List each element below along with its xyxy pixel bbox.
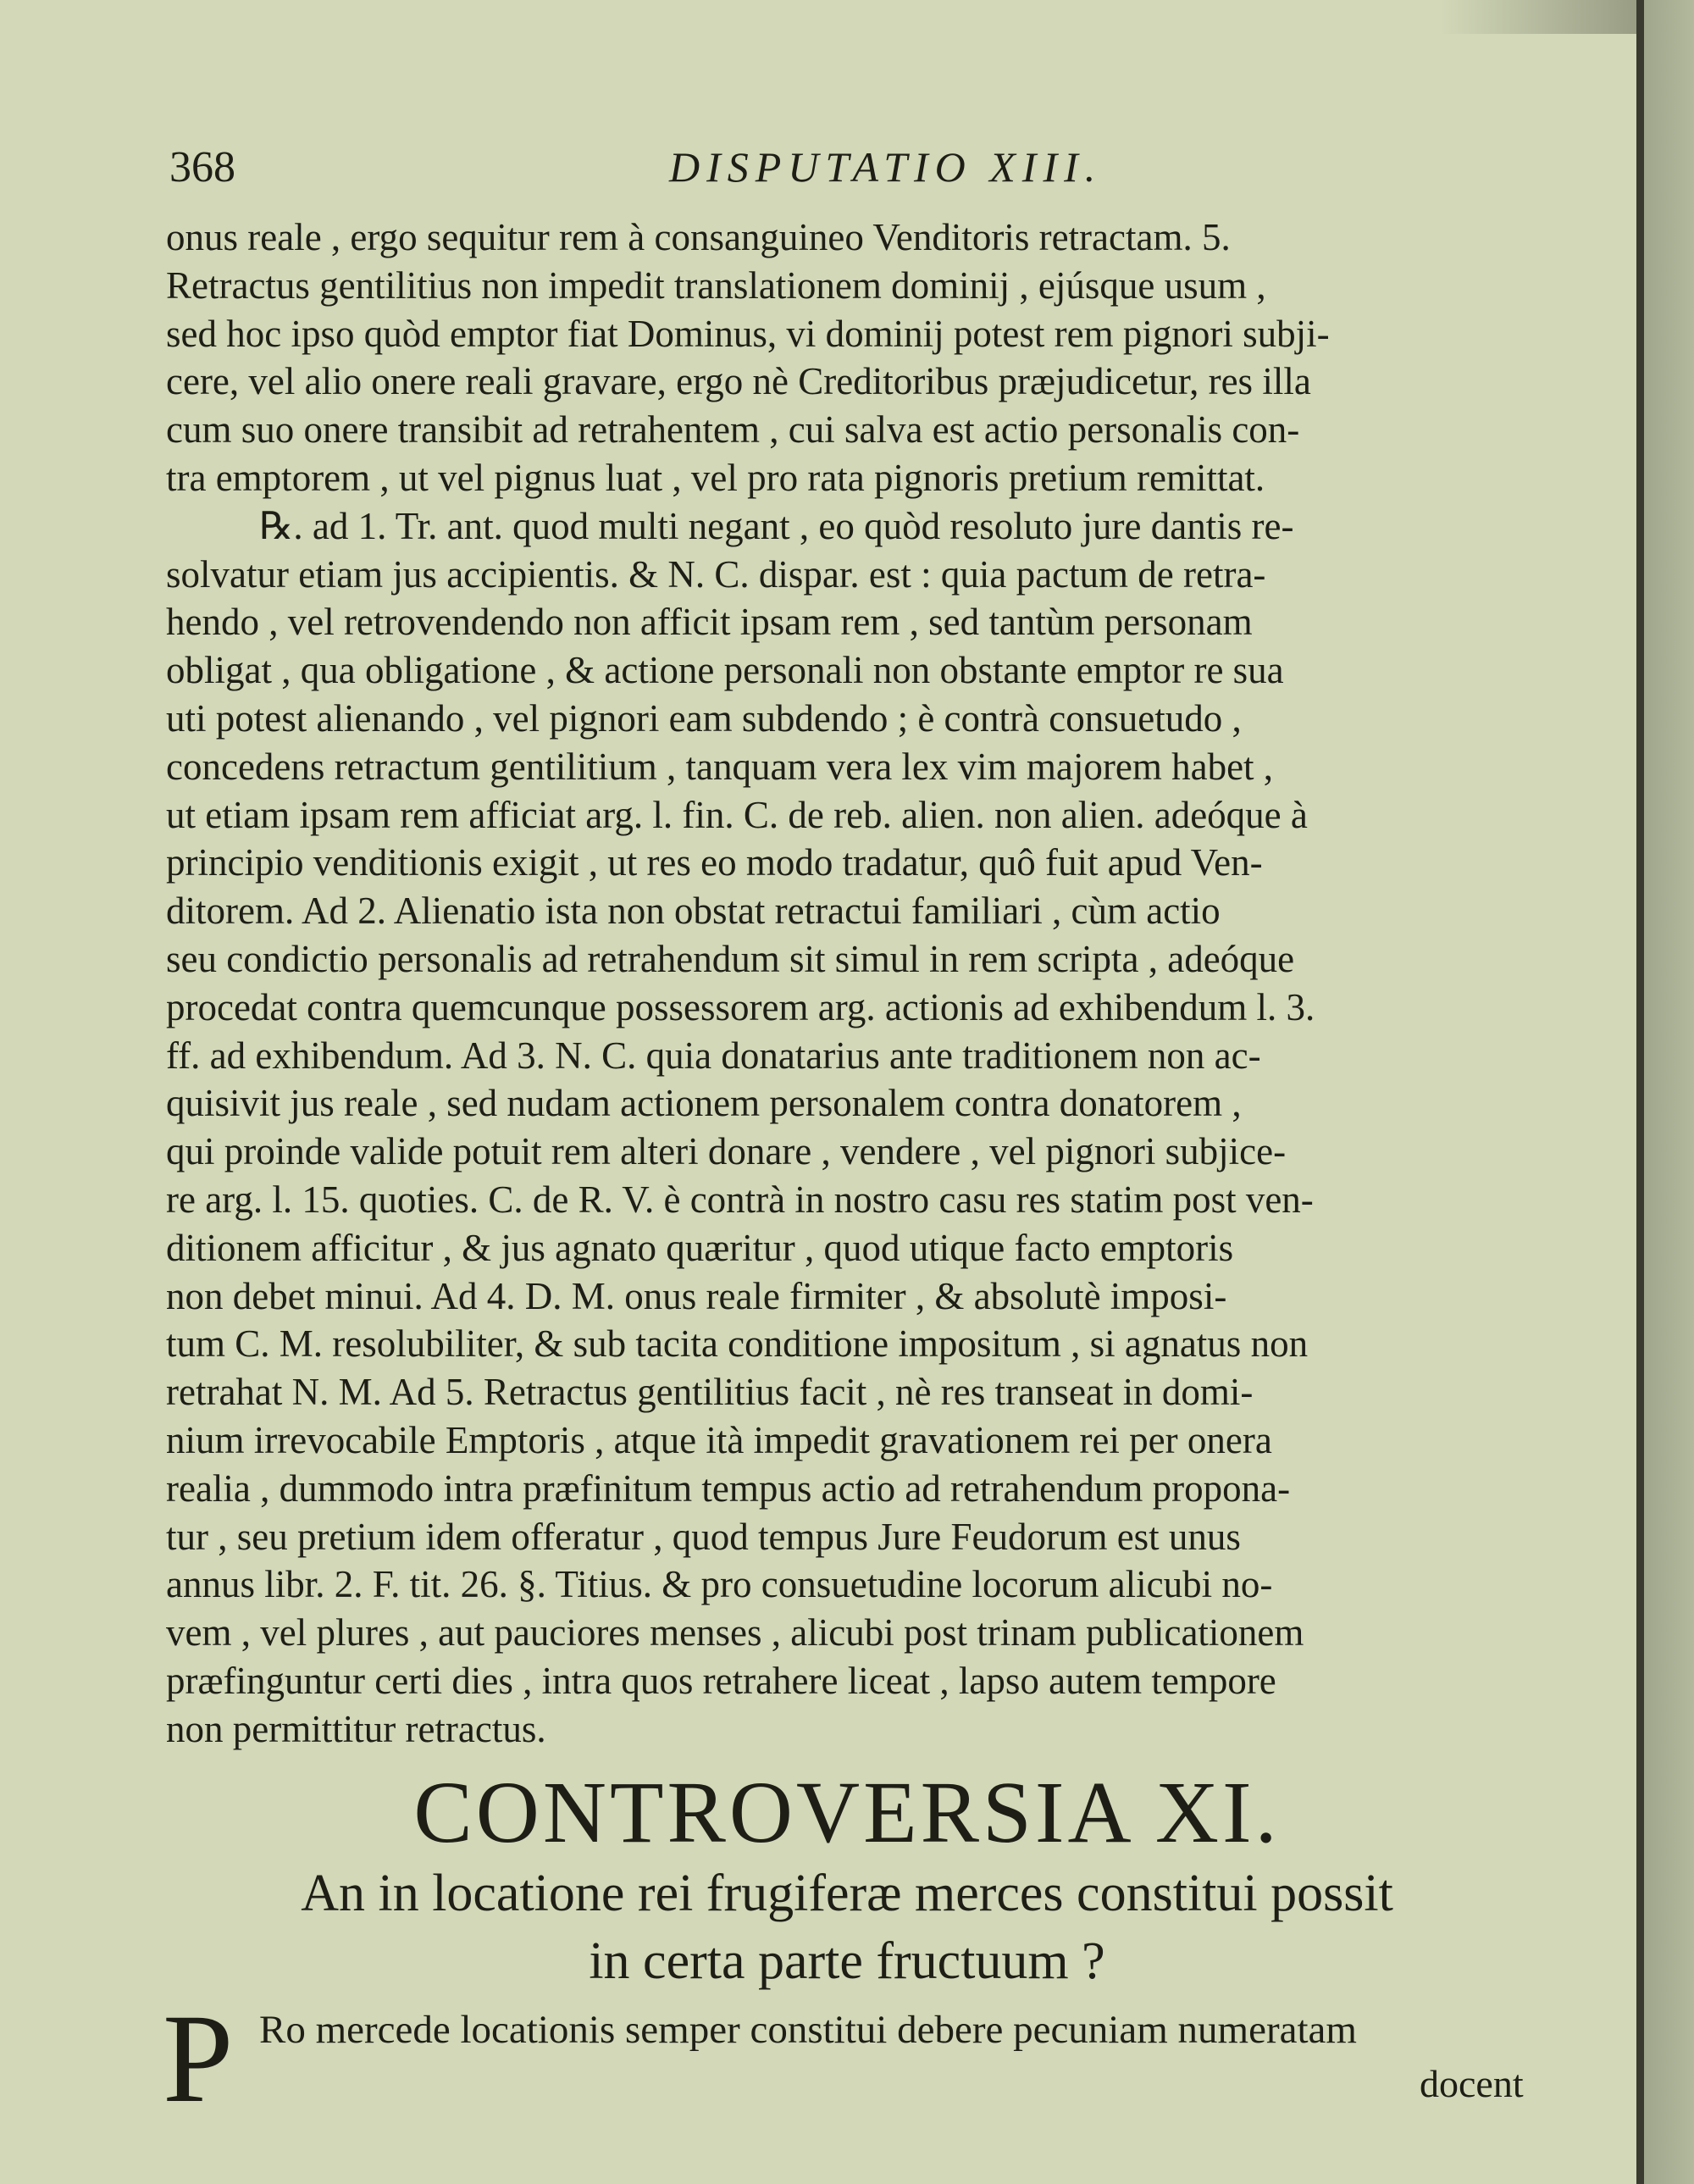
text-line: ℞. ad 1. Tr. ant. quod multi negant , eo quòd resoluto jure dantis re- — [259, 504, 1294, 547]
text-line: solvatur etiam jus accipientis. & N. C. dispar. est : quia pactum de retra- — [166, 552, 1266, 596]
text-line: obligat , qua obligatione , & actione personali non obstante emptor re sua — [166, 649, 1284, 692]
text-line: tur , seu pretium idem offeratur , quod tempus Jure Feudorum est unus — [166, 1515, 1241, 1558]
text-line: cere, vel alio onere reali gravare, ergo nè Creditoribus præjudicetur, res illa — [166, 360, 1311, 403]
text-line: non permittitur retractus. — [166, 1707, 546, 1750]
text-line: quisivit jus reale , sed nudam actionem personalem contra donatorem , — [166, 1082, 1242, 1125]
text-line: procedat contra quemcunque possessorem arg. actionis ad exhibendum l. 3. — [166, 985, 1315, 1028]
drop-cap: P — [163, 1988, 234, 2129]
text-line: qui proinde valide potuit rem alteri donare , vendere , vel pignori subjice- — [166, 1130, 1287, 1173]
text-line: tum C. M. resolubiliter, & sub tacita conditione impositum , si agnatus non — [166, 1322, 1309, 1366]
running-head — [169, 142, 1558, 193]
page-shadow — [1440, 0, 1643, 34]
text-line: non debet minui. Ad 4. D. M. onus reale firmiter , & absolutè imposi- — [166, 1274, 1227, 1317]
text-line: sed hoc ipso quòd emptor fiat Dominus, vi dominij potest rem pignori subji- — [166, 312, 1330, 355]
text-line: tra emptorem , ut vel pignus luat , vel pro rata pignoris pretium remittat. — [166, 456, 1265, 499]
text-line: onus reale , ergo sequitur rem à consanguineo Venditoris retractam. 5. — [166, 216, 1231, 258]
text-line: vem , vel plures , aut pauciores menses , alicubi post trinam publicationem — [166, 1611, 1304, 1655]
section-title: CONTROVERSIA XI. — [413, 1764, 1281, 1861]
text-line: nium irrevocabile Emptoris , atque ità impedit gravationem rei per onera — [166, 1418, 1272, 1461]
text-line: uti potest alienando , vel pignori eam subdendo ; è contrà consuetudo , — [166, 696, 1242, 740]
page-number: 368 — [169, 143, 235, 191]
text-line: annus libr. 2. F. tit. 26. §. Titius. & pro consuetudine locorum alicubi no- — [166, 1563, 1273, 1606]
text-line: concedens retractum gentilitium , tanquam vera lex vim majorem habet , — [166, 745, 1274, 788]
text-line: retrahat N. M. Ad 5. Retractus gentilitius facit , nè res transeat in domi- — [166, 1371, 1254, 1414]
section-subtitle: An in locatione rei frugiferæ merces constitui possit — [301, 1865, 1393, 1922]
text-line: re arg. l. 15. quoties. C. de R. V. è contrà in nostro casu res statim post ven- — [166, 1178, 1314, 1221]
text-line: cum suo onere transibit ad retrahentem , cui salva est actio personalis con- — [166, 408, 1300, 452]
text-line: hendo , vel retrovendendo non afficit ipsam rem , sed tantùm personam — [166, 601, 1253, 644]
text-line: principio venditionis exigit , ut res eo modo tradatur, quô fuit apud Ven- — [166, 841, 1263, 884]
header-title: DISPUTATIO XIII. — [669, 143, 1103, 191]
text-line: ut etiam ipsam rem afficiat arg. l. fin. C. de reb. alien. non alien. adeóque à — [166, 793, 1308, 836]
text-line: ditorem. Ad 2. Alienatio ista non obstat retractui familiari , cùm actio — [166, 890, 1221, 933]
paragraph-first-line: Ro mercede locationis semper constitui debere pecuniam numeratam — [259, 2008, 1357, 2052]
text-line: realia , dummodo intra præfinitum tempus actio ad retrahendum propona- — [166, 1466, 1291, 1510]
text-line: seu condictio personalis ad retrahendum sit simul in rem scripta , adeóque — [166, 937, 1295, 980]
text-line: præfinguntur certi dies , intra quos retrahere liceat , lapso autem tempore — [166, 1659, 1276, 1702]
catchword: docent — [1420, 2062, 1524, 2105]
section-subtitle-continued: in certa parte fructuum ? — [589, 1932, 1105, 1990]
text-line: ff. ad exhibendum. Ad 3. N. C. quia donatarius ante traditionem non ac- — [166, 1034, 1261, 1077]
text-line: Retractus gentilitius non impedit translationem dominij , ejúsque usum , — [166, 263, 1266, 307]
text-line: ditionem afficitur , & jus agnato quæritur , quod utique facto emptoris — [166, 1226, 1234, 1269]
body-text — [166, 213, 1564, 1754]
